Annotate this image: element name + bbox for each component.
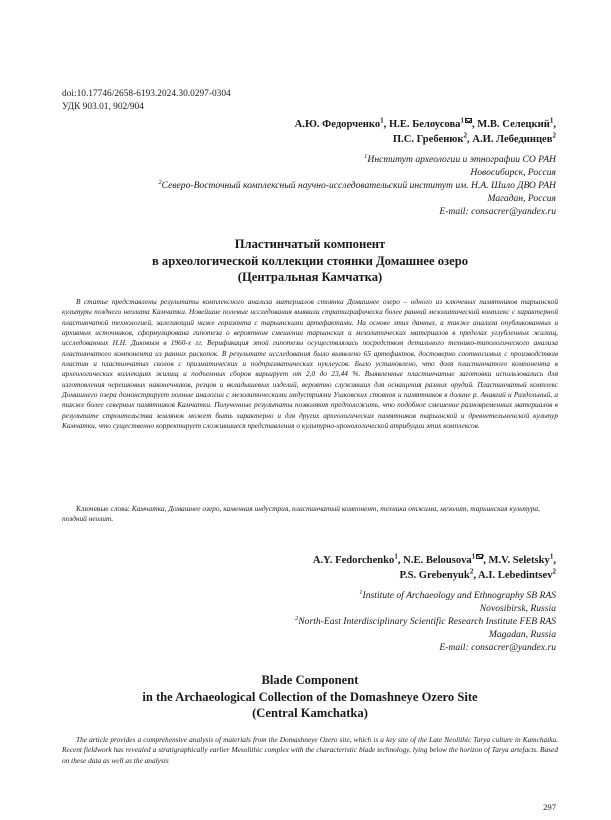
en-author-4: P.S. Grebenyuk bbox=[399, 570, 470, 581]
ru-authors-line-1: А.Ю. Федорченко$^1$, Н.Е. Белоусова$^1$ , М.В. Селецкий$^1$, bbox=[294, 116, 556, 130]
envelope-icon bbox=[476, 554, 483, 559]
ru-affiliation-2: $^2$Северо-Восточный комплексный научно-исследовательский институт им. Н.А. Шило ДВО РАН bbox=[158, 178, 556, 191]
en-abstract: The article provides a comprehensive analysis of materials from the Domashneye Ozero site, which is a key site of the Late Neolithic Tarya culture in Kamchatka. Recent fieldwork has revealed a stratigraphically earlier Mesolithic complex with the characteristic blade technology, lying below the horizon of Tarya artefacts. Based on these data as well as the analysis bbox=[62, 735, 558, 765]
ru-author-5: А.И. Лебединцев bbox=[472, 134, 553, 145]
en-affiliation-1-city: Novosibirsk, Russia bbox=[479, 603, 556, 614]
en-authors-line-1: A.Y. Fedorchenko$^1$, N.E. Belousova$^1$ , M.V. Seletsky$^1$, bbox=[312, 552, 556, 566]
udk-code: УДК 903.01, 902/904 bbox=[62, 102, 144, 112]
en-affiliation-2: $^2$North-East Interdisciplinary Scientific Research Institute FEB RAS bbox=[295, 614, 556, 627]
en-author-2: N.E. Belousova bbox=[403, 555, 472, 566]
envelope-icon bbox=[465, 118, 472, 123]
en-title: Blade Component in the Archaeological Collection of the Domashneye Ozero Site (Central Kamchatka) bbox=[142, 673, 478, 720]
en-email: E-mail: consacrer@yandex.ru bbox=[439, 642, 556, 653]
ru-affiliation-1: $^1$Институт археологии и этнографии СО РАН bbox=[364, 152, 556, 165]
ru-authors-line-2: П.С. Гребенюк$^2$, А.И. Лебединцев$^2$ bbox=[392, 131, 556, 145]
doi: doi:10.17746/2658-6193.2024.30.0297-0304 bbox=[62, 89, 231, 99]
ru-affiliation-2-city: Магадан, Россия bbox=[487, 193, 556, 204]
ru-author-4: П.С. Гребенюк bbox=[392, 134, 464, 145]
ru-author-3: М.В. Селецкий bbox=[477, 119, 550, 130]
en-author-3: M.V. Seletsky bbox=[488, 555, 550, 566]
page-number: 297 bbox=[543, 802, 556, 812]
ru-author-1: А.Ю. Федорченко bbox=[294, 119, 381, 130]
ru-keywords: Ключевые слова: Камчатка, Домашнее озеро, каменная индустрия, пластинчатый компонент, техника отжима, мезолит, тарьинская культура, поздний неолит. bbox=[62, 504, 540, 524]
ru-email: E-mail: consacrer@yandex.ru bbox=[439, 206, 556, 217]
en-authors-line-2: P.S. Grebenyuk$^2$, A.I. Lebedintsev$^2$ bbox=[399, 567, 556, 581]
en-affiliation-1: $^1$Institute of Archaeology and Ethnography SB RAS bbox=[359, 588, 556, 601]
ru-abstract: В статье представлены результаты комплексного анализа материалов стоянки Домашнее озеро – одного из ключевых памятников тарьинской культуры позднего неолита Камчатки. Новейшие полевые исследования выявили стратиграфически более ранний мезолитический комплекс с характерной пластинчатой технологией, залегающий ниже горизонта с тарьинскими артефактами. На основе этих данных, а также анализа опубликованных и архивных источников, сформулирована гипотеза о вероятном смешении тарьинских и мезолитических материалов в пределах углубленных жилищ, исследованных Н.Н. Диковым в 1960-х гг. Верификация этой гипотезы осуществлялась посредством детального технико-типологического анализа пластинчатого компонента из ранних раскопок. В результате исследования было выявлено 65 артефактов, достоверно соотносимых с производством пластин и пластинчатых сколов с призматических и подпризматических нуклеусов. Было установлено, что доля пластинчатого компонента в археологических коллекциях жилищ и подъемных сборов варьирует от 2,0 до 23,44 %. Выявленные пластинчатые заготовки использовались для изготовления черешковых наконечников, резцов и вкладышевых изделий, вероятно служивших для оснащения разных орудий. Пластинчатый комплекс Домашнего озера демонстрирует полные аналогии с мезолитическими индустриями Ушковских стоянок и памятников в долине р. Анавгай и Раздельный, а также более северных памятников Камчатки. Полученные результаты позволяют предположить, что подобное смешение разновременных материалов в результате строительства землянок может быть характерно и для других археологических памятников тарьинской и древнетельменской культур Камчатки, что существенно корректирует сложившиеся представления о культурно-хронологической атрибуции этих комплексов. bbox=[62, 297, 558, 431]
en-author-1: A.Y. Fedorchenko bbox=[312, 555, 395, 566]
en-affiliation-2-city: Magadan, Russia bbox=[488, 629, 556, 640]
en-author-5: A.I. Lebedintsev bbox=[478, 570, 553, 581]
ru-title: Пластинчатый компонент в археологической коллекции стоянки Домашнее озеро (Центральная Камчатка) bbox=[151, 237, 468, 284]
ru-author-2: Н.Е. Белоусова bbox=[388, 119, 461, 130]
ru-affiliation-1-city: Новосибирск, Россия bbox=[470, 167, 556, 178]
